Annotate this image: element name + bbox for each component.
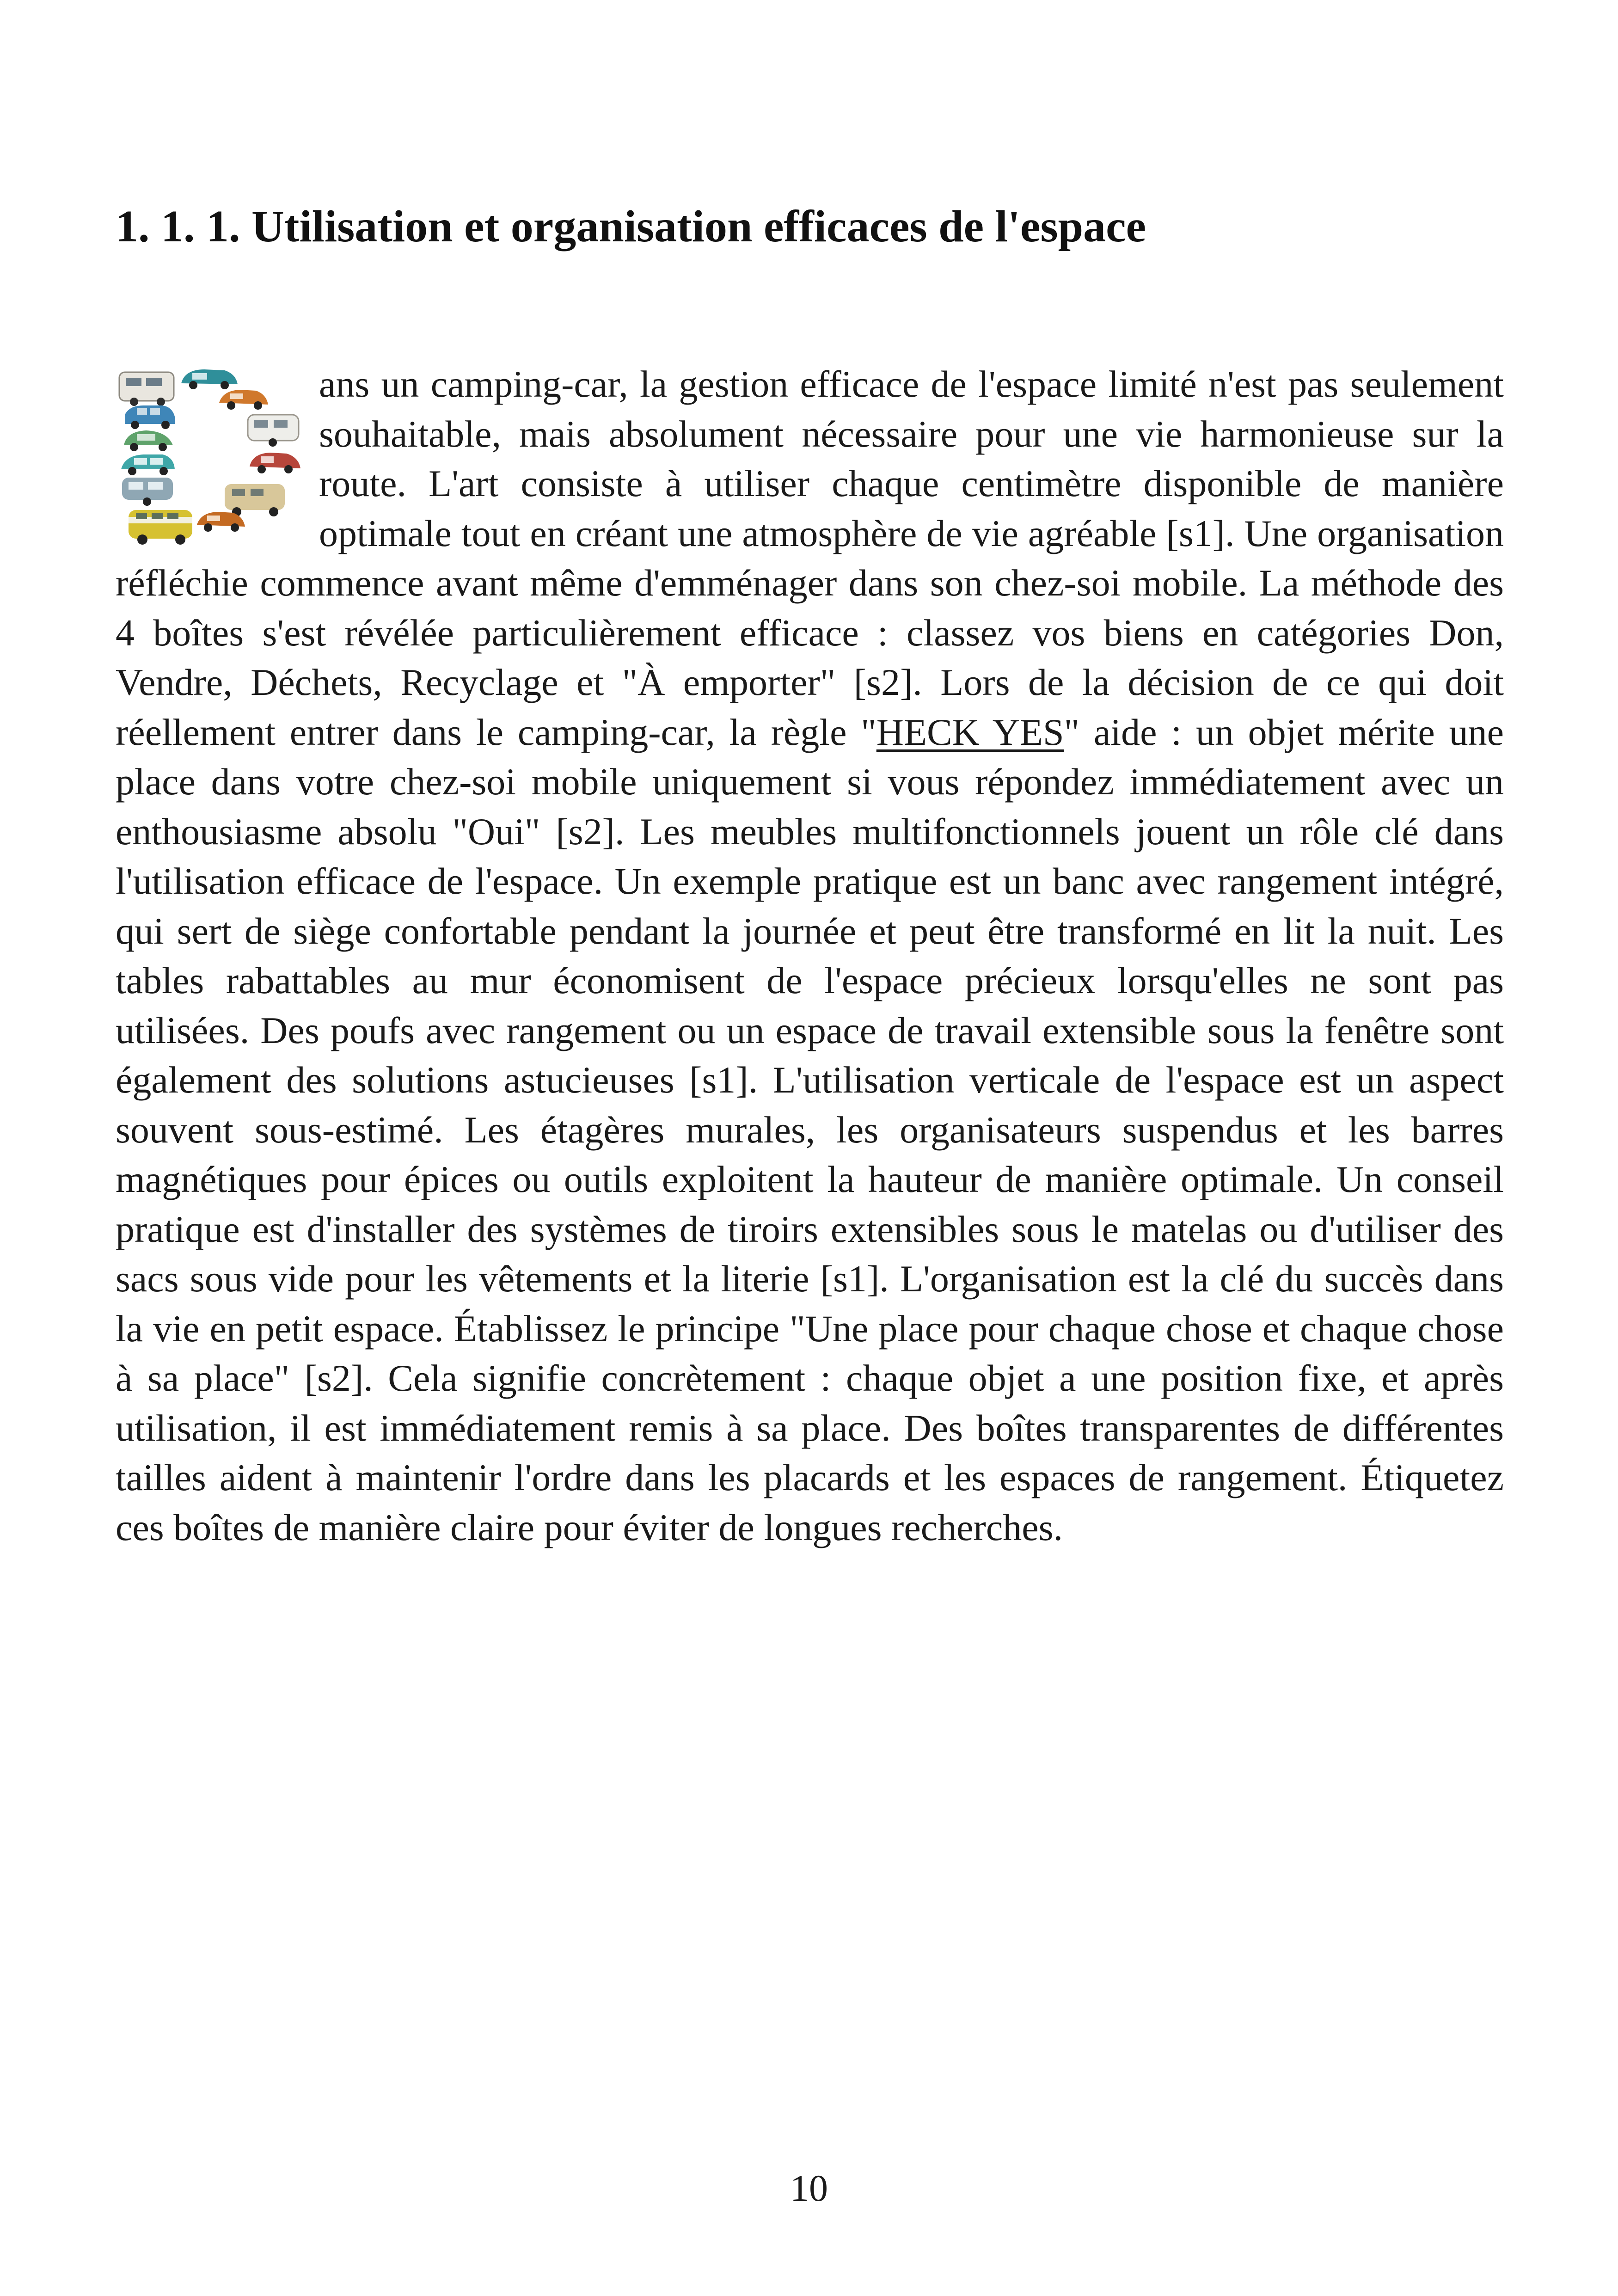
camper-caravan-top [119,372,174,406]
blue-car-stem-1 [125,405,175,429]
paragraph-part-1: ans un camping-car, la gestion efficace de l'espace limité n'est pas seulement souhaitable, mais absolument nécessaire pour une vie harmonieuse sur la route. L'art consiste à utiliser chaque centimètre disponible de manière optimale tout en créant une atmosphère de vie agréable [s1]. Une organisation réfléchie commence avant même d'emménager dans son chez-soi mobile. La méthode des 4 boîtes s'est révélée particulièrement efficace : classez vos biens en catégories Don, Vendre, Déchets, Recyclage et "À emporter" [s2]. Lors de la décision de ce qui doit réellement entrer dans le camping-car, la règle " [116,363,1504,753]
beige-van-bowl-4 [225,484,285,516]
vehicle-collage-illustration [116,363,305,549]
white-caravan-bowl-2 [248,415,299,447]
green-beetle-stem-2 [124,430,173,451]
paragraph-part-2: " aide : un objet mérite une place dans votre chez-soi mobile uniquement si vous répondez immédiatement avec un enthousiasme absolu "Oui" [s2]. Les meubles multifonctionnels jouent un rôle clé dans l'utilisation efficace de l'espace. Un exemple pratique est un banc avec rangement intégré, qui sert de siège confortable pendant la journée et peut être transformé en lit la nuit. Les tables rabattables au mur économisent de l'espace précieux lorsqu'elles ne sont pas utilisées. Des poufs avec rangement ou un espace de travail extensible sous la fenêtre sont également des solutions astucieuses [s1]. L'utilisation verticale de l'espace est un aspect souvent sous-estimé. Les étagères murales, les organisateurs suspendus et les barres magnétiques pour épices ou outils exploitent la hauteur de manière optimale. Un conseil pratique est d'installer des systèmes de tiroirs extensibles sous le matelas ou d'utiliser des sacs sous vide pour les vêtements et la literie [s1]. L'organisation est la clé du succès dans la vie en petit espace. Établissez le principe "Une place pour chaque chose et chaque chose à sa place" [s2]. Cela signifie concrètement : chaque objet a une position fixe, et après utilisation, il est immédiatement remis à sa place. Des boîtes transparentes de différentes tailles aident à maintenir l'ordre dans les placards et les espaces de rangement. Étiquetez ces boîtes de manière claire pour éviter de longues recherches. [116,711,1504,1548]
grey-caravan-stem-4 [122,478,173,506]
section-heading: 1. 1. 1. Utilisation et organisation efficaces de l'espace [116,202,1146,252]
orange-car-bowl-1 [219,390,268,410]
body-paragraph [116,359,1504,1552]
teal-car-stem-3 [121,454,175,475]
yellow-vw-bus-bottom [129,510,192,545]
teal-car-bowl-top [181,369,238,389]
dropcap-vehicle-collage-d [116,363,305,549]
red-car-bowl-3 [250,453,300,473]
heck-yes-link[interactable]: HECK YES [876,711,1064,753]
page-number: 10 [790,2167,828,2209]
